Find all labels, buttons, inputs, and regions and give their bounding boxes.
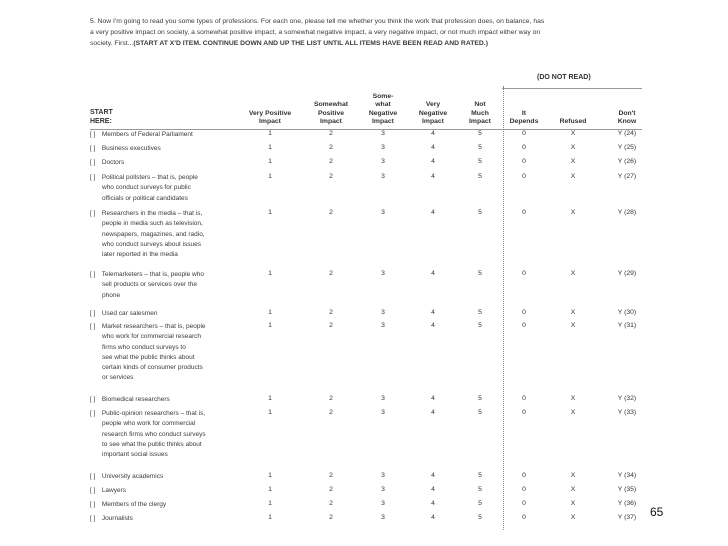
question-line-text: society. First... <box>90 40 134 48</box>
profession-label-line <box>90 250 238 260</box>
response-code: 5 <box>478 270 482 277</box>
profession-label-line <box>90 219 238 229</box>
response-code: 0 <box>522 395 526 402</box>
response-code: 2 <box>329 158 333 165</box>
column-header-line: Very Positive <box>248 109 292 117</box>
profession-label-text: Members of the clergy <box>101 501 167 508</box>
column-header <box>596 110 658 127</box>
response-code: 0 <box>522 309 526 316</box>
response-code: 4 <box>431 395 435 402</box>
column-header-line: Very <box>425 101 441 109</box>
start-label-line: START <box>90 109 113 116</box>
profession-label-text: who conduct surveys for public <box>102 184 191 192</box>
column-header-line: Positive <box>317 109 345 117</box>
response-code: 4 <box>431 322 435 329</box>
response-code: X <box>570 209 576 216</box>
start-here-label <box>90 109 113 126</box>
response-code: 4 <box>431 173 435 180</box>
response-code: X <box>570 409 576 416</box>
column-header-line: Some- <box>372 92 394 100</box>
response-code: 0 <box>522 270 526 277</box>
profession-label-line <box>90 173 238 183</box>
response-code: Y (26) <box>617 158 637 165</box>
response-code: 3 <box>381 409 385 416</box>
response-code: 4 <box>431 158 435 165</box>
response-code: Y (29) <box>617 270 637 277</box>
response-code: X <box>570 395 576 402</box>
profession-item <box>90 309 238 319</box>
column-header-line: Somewhat <box>314 101 348 109</box>
response-code: 0 <box>522 514 526 521</box>
profession-item <box>90 409 238 460</box>
response-code: 1 <box>268 270 272 277</box>
response-code: 4 <box>431 209 435 216</box>
question-text <box>90 16 650 50</box>
response-code: 2 <box>329 486 333 493</box>
profession-label-text: Journalists <box>101 515 133 522</box>
profession-label-text: Business executives <box>101 145 161 152</box>
response-code: Y (37) <box>617 514 637 521</box>
response-code: 5 <box>478 173 482 180</box>
profession-item <box>90 173 238 204</box>
profession-label-text: to see what the public thinks about <box>102 440 202 448</box>
profession-label-text: who conduct surveys about issues <box>102 240 201 248</box>
profession-label-text: University academics <box>101 473 164 480</box>
response-code: 5 <box>478 322 482 329</box>
response-code: 2 <box>329 514 333 521</box>
response-code: 1 <box>268 322 272 329</box>
start-checkbox[interactable]: [ ] <box>90 210 96 217</box>
profession-label-line <box>90 363 238 373</box>
start-checkbox[interactable]: [ ] <box>90 159 96 166</box>
start-checkbox[interactable]: [ ] <box>90 323 96 330</box>
column-header-line: Don't <box>618 109 636 117</box>
profession-label-text: Political pollsters – that is, people <box>101 174 198 181</box>
response-code: 5 <box>478 144 482 151</box>
response-code: 5 <box>478 472 482 479</box>
column-header <box>542 118 604 127</box>
response-code: 3 <box>381 270 385 277</box>
response-code: 1 <box>268 173 272 180</box>
response-code: 3 <box>381 209 385 216</box>
response-code: 5 <box>478 209 482 216</box>
profession-label-text: Telemarketers – that is, people who <box>101 271 204 278</box>
response-code: 2 <box>329 472 333 479</box>
response-code: X <box>570 514 576 521</box>
profession-label-text: later reported in the media <box>102 251 178 259</box>
profession-label-line <box>90 291 238 301</box>
profession-label-line <box>90 130 238 140</box>
response-code: X <box>570 173 576 180</box>
response-code: 2 <box>329 173 333 180</box>
profession-label-text: Doctors <box>101 159 125 166</box>
response-code: 3 <box>381 309 385 316</box>
question-line-3 <box>90 38 650 49</box>
response-code: 2 <box>329 270 333 277</box>
profession-label-text: Members of Federal Parliament <box>101 131 193 138</box>
response-code: 2 <box>329 309 333 316</box>
column-header-line: Negative <box>418 109 448 117</box>
profession-label-text: officials or political candidates <box>102 194 188 202</box>
response-code: 0 <box>522 144 526 151</box>
response-code: 0 <box>522 409 526 416</box>
response-code: 5 <box>478 514 482 521</box>
profession-label-text: Biomedical researchers <box>101 396 170 403</box>
profession-label-line <box>90 183 238 193</box>
profession-label-line <box>90 230 238 240</box>
column-header-line: Refused <box>559 118 587 126</box>
start-checkbox[interactable]: [ ] <box>90 473 96 480</box>
response-code: 0 <box>522 158 526 165</box>
profession-label-line <box>90 500 238 510</box>
response-code: Y (33) <box>617 409 637 416</box>
profession-label-text: research firms who conduct surveys <box>102 430 206 438</box>
response-code: 0 <box>522 322 526 329</box>
response-code: 1 <box>268 486 272 493</box>
response-code: X <box>570 158 576 165</box>
do-not-read-label: (DO NOT READ) <box>537 74 591 81</box>
response-code: X <box>570 500 576 507</box>
column-header-line: Know <box>617 118 637 126</box>
start-checkbox[interactable]: [ ] <box>90 145 96 152</box>
profession-label-text: Lawyers <box>101 487 127 494</box>
profession-item <box>90 209 238 260</box>
response-code: X <box>570 144 576 151</box>
response-code: 0 <box>522 500 526 507</box>
profession-label-line <box>90 373 238 383</box>
response-code: 2 <box>329 209 333 216</box>
do-not-read-separator <box>503 86 504 530</box>
profession-label-text: or services <box>102 374 134 382</box>
response-code: Y (27) <box>617 173 637 180</box>
response-code: 2 <box>329 395 333 402</box>
response-code: 4 <box>431 309 435 316</box>
profession-label-line <box>90 309 238 319</box>
start-checkbox[interactable]: [ ] <box>90 131 96 138</box>
profession-label-line <box>90 430 238 440</box>
response-code: 3 <box>381 472 385 479</box>
start-checkbox[interactable]: [ ] <box>90 501 96 508</box>
response-code: 5 <box>478 486 482 493</box>
page-number: 65 <box>650 505 664 519</box>
response-code: 5 <box>478 158 482 165</box>
response-code: 3 <box>381 514 385 521</box>
profession-item <box>90 395 238 405</box>
profession-label-text: people who work for commercial <box>102 420 196 428</box>
profession-label-text: firms who conduct surveys to <box>102 343 186 351</box>
question-line-text: Now I'm going to read you some types of professions. For each one, please tell me whether you think the work that profession does, on balance, has <box>97 18 545 25</box>
profession-label-line <box>90 209 238 219</box>
column-header-line: Much <box>471 109 489 117</box>
profession-label-line <box>90 450 238 460</box>
profession-label-text: who work for commercial research <box>102 333 201 341</box>
response-code: X <box>570 309 576 316</box>
column-header-line: Impact <box>259 118 281 126</box>
response-code: 1 <box>268 209 272 216</box>
response-code: 1 <box>268 395 272 402</box>
response-code: 4 <box>431 409 435 416</box>
response-code: 5 <box>478 500 482 507</box>
response-code: 2 <box>329 500 333 507</box>
response-code: Y (35) <box>617 486 637 493</box>
column-header <box>239 110 301 127</box>
start-checkbox[interactable]: [ ] <box>90 310 96 317</box>
response-code: 2 <box>329 144 333 151</box>
start-checkbox[interactable]: [ ] <box>90 174 96 181</box>
start-checkbox[interactable]: [ ] <box>90 487 96 494</box>
response-code: 1 <box>268 409 272 416</box>
start-checkbox[interactable]: [ ] <box>90 271 96 278</box>
response-code: Y (32) <box>617 395 637 402</box>
response-code: 3 <box>381 158 385 165</box>
response-code: 0 <box>522 486 526 493</box>
response-code: 1 <box>268 309 272 316</box>
profession-label-line <box>90 343 238 353</box>
profession-label-line <box>90 486 238 496</box>
profession-item <box>90 472 238 482</box>
response-code: 4 <box>431 472 435 479</box>
response-code: Y (34) <box>617 472 637 479</box>
column-header-line: Impact <box>469 118 491 126</box>
question-line-1 <box>90 16 650 27</box>
profession-item <box>90 144 238 154</box>
response-code: 0 <box>522 173 526 180</box>
column-header-line: Not <box>474 101 486 109</box>
response-code: Y (25) <box>617 144 637 151</box>
response-code: 4 <box>431 130 435 137</box>
response-code: 3 <box>381 144 385 151</box>
profession-label-text: sell products or services over the <box>102 281 198 289</box>
response-code: 2 <box>329 130 333 137</box>
response-code: Y (30) <box>617 309 637 316</box>
column-header-line: It <box>521 109 527 117</box>
response-code: X <box>570 270 576 277</box>
profession-item <box>90 130 238 140</box>
profession-label-line <box>90 322 238 332</box>
profession-label-line <box>90 409 238 419</box>
response-code: 1 <box>268 500 272 507</box>
response-code: X <box>570 486 576 493</box>
response-code: Y (31) <box>617 322 637 329</box>
response-code: 5 <box>478 395 482 402</box>
profession-label-line <box>90 194 238 204</box>
profession-item <box>90 270 238 301</box>
column-header-line: Impact <box>372 118 394 126</box>
response-code: 4 <box>431 514 435 521</box>
profession-item <box>90 486 238 496</box>
response-code: 3 <box>381 130 385 137</box>
profession-item <box>90 500 238 510</box>
profession-label-line <box>90 332 238 342</box>
profession-item <box>90 514 238 524</box>
profession-label-text: important social issues <box>102 451 168 459</box>
response-code: 3 <box>381 486 385 493</box>
question-number: 5. <box>90 18 96 25</box>
response-code: Y (28) <box>617 209 637 216</box>
column-header-line: what <box>375 101 391 109</box>
profession-label-line <box>90 514 238 524</box>
start-label-line: HERE: <box>90 117 112 125</box>
profession-label-text: phone <box>102 291 121 299</box>
profession-label-text: Researchers in the media – that is, <box>101 210 203 217</box>
response-code: 3 <box>381 500 385 507</box>
column-header-line: Impact <box>320 118 342 126</box>
profession-label-text: Public-opinion researchers – that is, <box>101 410 206 417</box>
profession-label-line <box>90 440 238 450</box>
response-code: 1 <box>268 472 272 479</box>
response-code: 3 <box>381 173 385 180</box>
profession-item <box>90 322 238 384</box>
profession-label-line <box>90 280 238 290</box>
start-checkbox[interactable]: [ ] <box>90 410 96 417</box>
response-code: 4 <box>431 486 435 493</box>
response-code: 0 <box>522 472 526 479</box>
response-code: 1 <box>268 130 272 137</box>
profession-label-text: see what the public thinks about <box>102 353 195 361</box>
profession-label-text: newspapers, magazines, and radio, <box>102 230 205 238</box>
response-code: 0 <box>522 209 526 216</box>
response-code: 1 <box>268 144 272 151</box>
response-code: 3 <box>381 322 385 329</box>
response-code: 4 <box>431 500 435 507</box>
profession-label-line <box>90 240 238 250</box>
column-header-line: Impact <box>422 118 444 126</box>
profession-label-text: people in media such as television, <box>102 220 203 228</box>
profession-item <box>90 158 238 168</box>
profession-label-text: Market researchers – that is, people <box>101 323 206 330</box>
response-code: 5 <box>478 309 482 316</box>
response-code: Y (36) <box>617 500 637 507</box>
response-code: X <box>570 472 576 479</box>
profession-label-line <box>90 472 238 482</box>
do-not-read-divider <box>502 88 642 89</box>
profession-label-line <box>90 419 238 429</box>
response-code: 2 <box>329 322 333 329</box>
profession-label-line <box>90 353 238 363</box>
response-code: 5 <box>478 130 482 137</box>
profession-label-text: Used car salesmen <box>101 310 158 317</box>
response-code: X <box>570 130 576 137</box>
response-code: Y (24) <box>617 130 637 137</box>
response-code: 4 <box>431 144 435 151</box>
response-code: X <box>570 322 576 329</box>
profession-label-line <box>90 158 238 168</box>
response-code: 4 <box>431 270 435 277</box>
profession-label-line <box>90 395 238 405</box>
profession-label-line <box>90 144 238 154</box>
column-header-line: Negative <box>368 109 398 117</box>
response-code: 0 <box>522 130 526 137</box>
response-code: 5 <box>478 409 482 416</box>
response-code: 3 <box>381 395 385 402</box>
response-code: 1 <box>268 158 272 165</box>
interviewer-instruction: (START AT X'D ITEM. CONTINUE DOWN AND UP THE LIST UNTIL ALL ITEMS HAVE BEEN READ AND RATED.) <box>133 40 488 48</box>
profession-label-text: certain kinds of consumer products <box>102 364 203 372</box>
question-line-2: a very positive impact on society, a somewhat positive impact, a somewhat negative impact, a very negative impact, or not much impact either way on <box>90 29 541 37</box>
column-header-line: Depends <box>509 118 539 126</box>
response-code: 1 <box>268 514 272 521</box>
profession-label-line <box>90 270 238 280</box>
start-checkbox[interactable]: [ ] <box>90 396 96 403</box>
response-code: 2 <box>329 409 333 416</box>
start-checkbox[interactable]: [ ] <box>90 515 96 522</box>
